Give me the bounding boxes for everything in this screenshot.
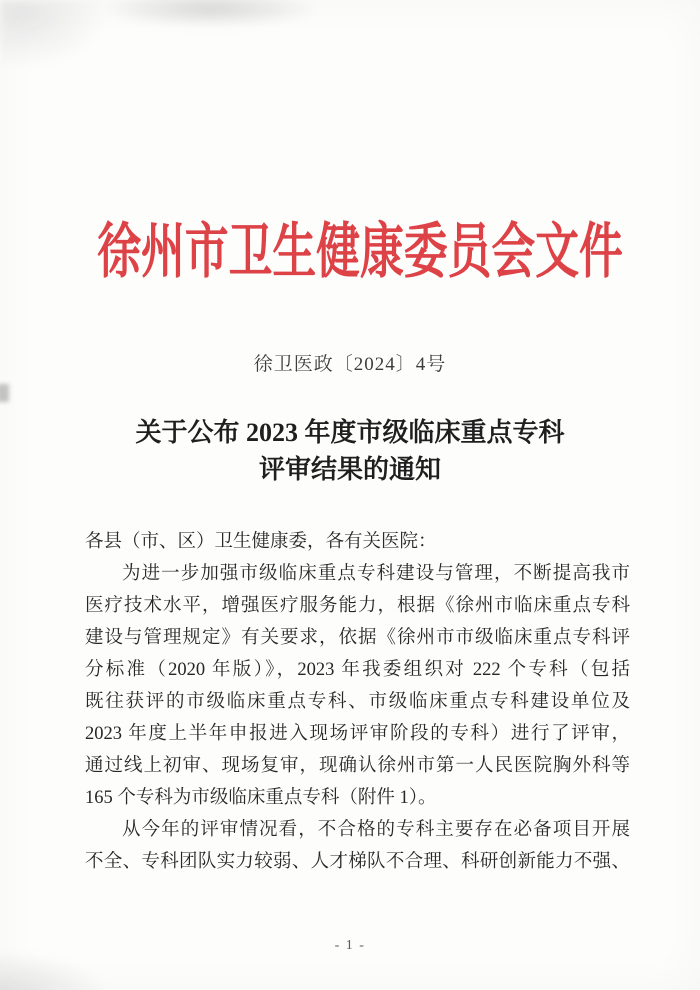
scan-smudge — [0, 950, 110, 990]
body-line: 分标准（2020 年版）》，2023 年我委组织对 222 个专科（包括 — [85, 660, 630, 680]
body-line: 建设与管理规定》有关要求，依据《徐州市市级临床重点专科评 — [85, 628, 630, 648]
scan-smudge — [105, 0, 315, 26]
body-line: 既往获评的市级临床重点专科、市级临床重点专科建设单位及 — [85, 692, 630, 712]
agency-header-title — [0, 210, 700, 294]
document-number: 徐卫医政〔2024〕4号 — [253, 354, 447, 375]
body-line: 通过线上初审、现场复审，现确认徐州市第一人民医院胸外科等 — [85, 756, 630, 776]
scan-smudge — [0, 0, 110, 70]
body-line: 165 个专科为市级临床重点专科（附件 1）。 — [85, 788, 437, 808]
document-title-line1: 关于公布 2023 年度市级临床重点专科 — [135, 418, 565, 447]
agency-header-text: 徐州市卫生健康委员会文件 — [97, 219, 623, 285]
body-line: 医疗技术水平，增强医疗服务能力，根据《徐州市临床重点专科 — [85, 596, 630, 616]
page-number: - 1 - — [334, 938, 366, 953]
body-line: 从今年的评审情况看，不合格的专科主要存在必备项目开展 — [122, 820, 630, 840]
document-title-line2: 评审结果的通知 — [258, 455, 441, 484]
body-line: 不全、专科团队实力较弱、人才梯队不合理、科研创新能力不强、 — [85, 852, 630, 872]
document-title — [0, 414, 700, 488]
salutation-line: 各县（市、区）卫生健康委，各有关医院： — [85, 532, 437, 552]
document-body — [85, 526, 630, 878]
body-line: 2023 年度上半年申报进入现场评审阶段的专科）进行了评审， — [85, 724, 630, 744]
scan-smudge — [0, 384, 9, 402]
body-line: 为进一步加强市级临床重点专科建设与管理，不断提高我市 — [122, 564, 630, 584]
